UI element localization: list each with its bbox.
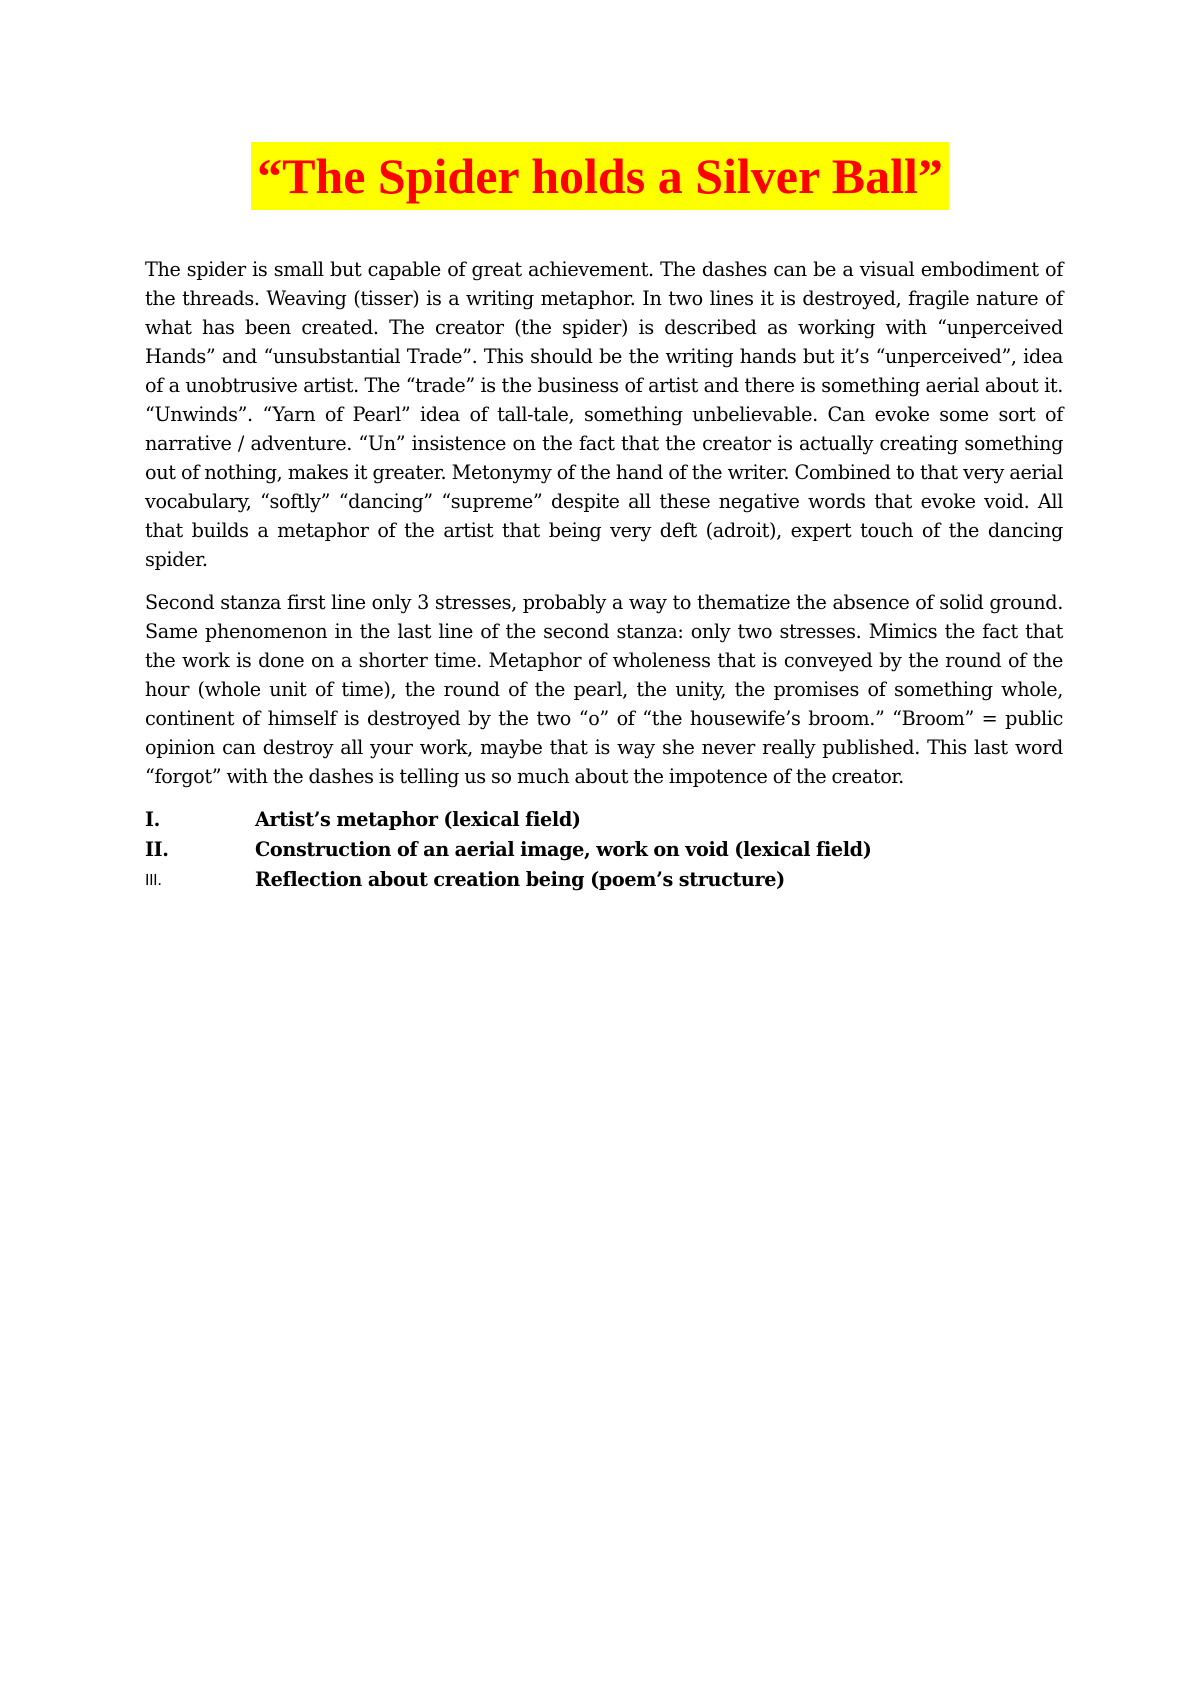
outline-list (145, 805, 1063, 895)
paragraph-1: The spider is small but capable of great achievement. The dashes can be a visual embodiment of the threads. Weaving (tisser) is a writing metaphor. In two lines it is destroyed, fragile nature of what has been created. The creator (the spider) is described as working with “unperceived Hands” and “unsubstantial Trade”. This should be the writing hands but it’s “unperceived”, idea of a unobtrusive artist. The “trade” is the business of artist and there is something aerial about it. “Unwinds”. “Yarn of Pearl” idea of tall-tale, something unbelievable. Can evoke some sort of narrative / adventure. “Un” insistence on the fact that the creator is actually creating something out of nothing, makes it greater. Metonymy of the hand of the writer. Combined to that very aerial vocabulary, “softly” “dancing” “supreme” despite all these negative words that evoke void. All that builds a metaphor of the artist that being very deft (adroit), expert touch of the dancing spider. (145, 258, 1063, 571)
outline-number: I. (145, 808, 160, 831)
outline-item-2 (145, 835, 1063, 865)
outline-number: II. (145, 838, 169, 861)
document-body (145, 255, 1063, 895)
outline-item-1 (145, 805, 1063, 835)
outline-text: Construction of an aerial image, work on void (lexical field) (255, 838, 872, 861)
outline-text: Artist’s metaphor (lexical field) (255, 808, 581, 831)
page-title: “The Spider holds a Silver Ball” (251, 142, 949, 210)
outline-number: III. (145, 871, 162, 889)
outline-text: Reflection about creation being (poem’s structure) (255, 868, 785, 891)
title-container (0, 142, 1200, 210)
outline-item-3 (145, 865, 1063, 895)
paragraph-2: Second stanza first line only 3 stresses, probably a way to thematize the absence of solid ground. Same phenomenon in the last line of the second stanza: only two stresses. Mimics the fact that the work is done on a shorter time. Metaphor of wholeness that is conveyed by the round of the hour (whole unit of time), the round of the pearl, the unity, the promises of something whole, continent of himself is destroyed by the two “o” of “the housewife’s broom.” “Broom” = public opinion can destroy all your work, maybe that is way she never really published. This last word “forgot” with the dashes is telling us so much about the impotence of the creator. (145, 591, 1063, 788)
